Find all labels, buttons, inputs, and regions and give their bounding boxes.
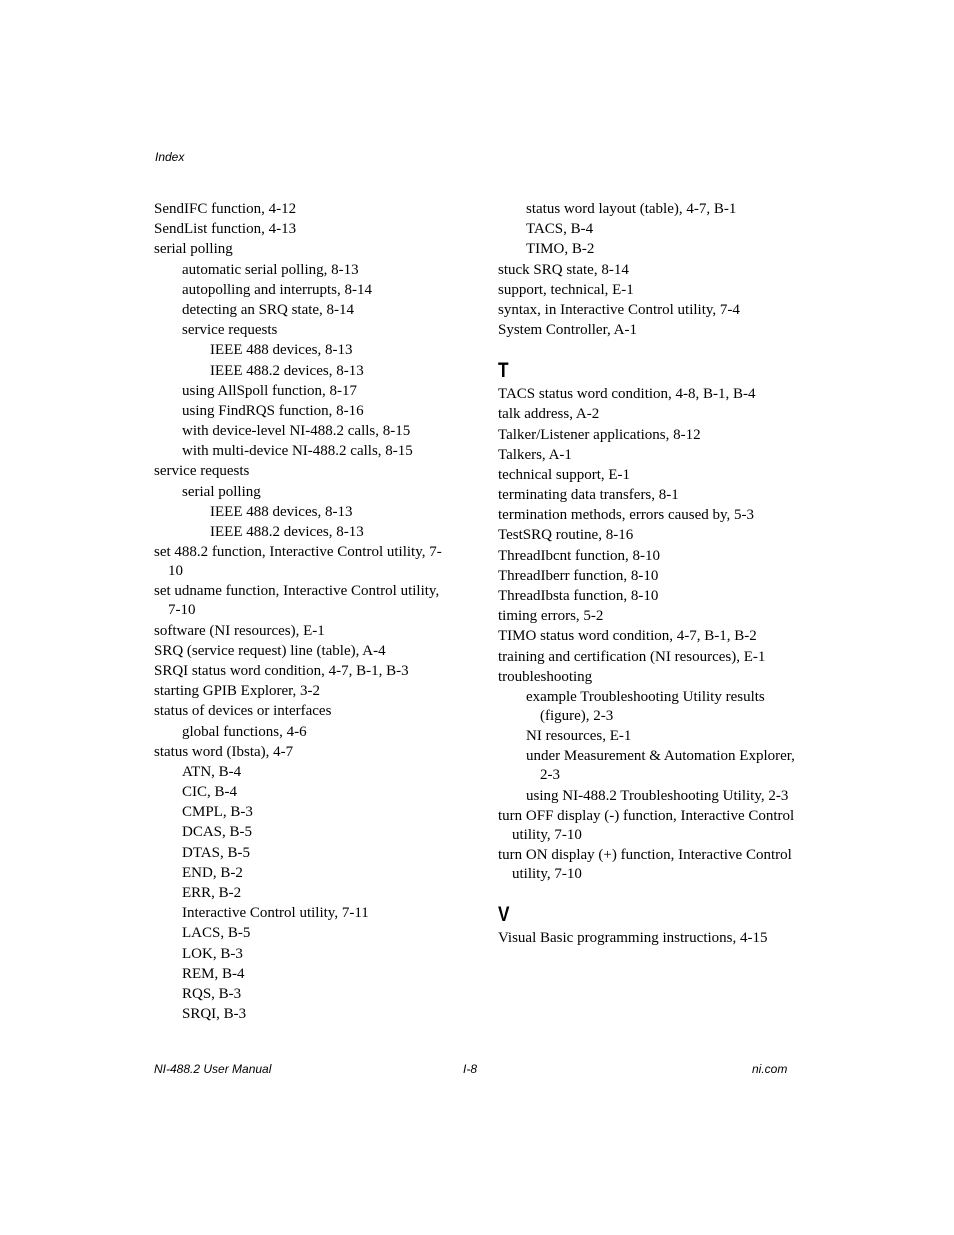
index-entry: ThreadIbsta function, 8-10 — [498, 588, 659, 604]
index-entry: Talkers, A-1 — [498, 446, 572, 463]
index-subentry: example Troubleshooting Utility results (figure), 2-3 — [526, 688, 765, 724]
index-entry: SendList function, 4-13 — [154, 221, 297, 238]
index-entry: troubleshooting — [498, 668, 593, 685]
index-subentry: global functions, 4-6 — [182, 723, 307, 740]
index-entry: set 488.2 function, Interactive Control utility, 7-10 — [154, 544, 442, 580]
footer-page-number: I-8 — [463, 1062, 478, 1076]
index-column-right — [498, 200, 798, 949]
index-entry: Talker/Listener applications, 8-12 — [498, 426, 701, 443]
index-subentry: ATN, B-4 — [182, 763, 242, 780]
index-subentry: using AllSpoll function, 8-17 — [182, 382, 358, 399]
index-entry: technical support, E-1 — [498, 466, 631, 483]
index-entry: SendIFC function, 4-12 — [154, 201, 297, 217]
index-entry: serial polling — [154, 241, 233, 258]
index-subentry: CIC, B-4 — [182, 784, 238, 801]
index-entry: SRQI status word condition, 4-7, B-1, B-3 — [154, 662, 409, 679]
index-subentry: using NI-488.2 Troubleshooting Utility, 2-3 — [526, 787, 789, 804]
index-entry: System Controller, A-1 — [498, 322, 637, 339]
index-entry: stuck SRQ state, 8-14 — [498, 261, 629, 278]
index-entry: terminating data transfers, 8-1 — [498, 487, 679, 504]
index-subentry: IEEE 488.2 devices, 8-13 — [210, 524, 364, 540]
index-subentry: automatic serial polling, 8-13 — [182, 261, 359, 278]
index-entry: talk address, A-2 — [498, 406, 600, 423]
index-subentry: service requests — [182, 322, 278, 339]
index-entry: TestSRQ routine, 8-16 — [498, 527, 634, 544]
index-subentry: detecting an SRQ state, 8-14 — [182, 301, 355, 318]
index-subentry: IEEE 488.2 devices, 8-13 — [210, 362, 364, 379]
index-entry: training and certification (NI resources), E-1 — [498, 648, 766, 665]
index-letter-heading: V — [498, 902, 510, 926]
index-entry: Visual Basic programming instructions, 4-15 — [498, 929, 768, 946]
index-subentry: SRQI, B-3 — [182, 1006, 247, 1023]
index-entry: ThreadIberr function, 8-10 — [498, 567, 659, 584]
index-entry: TIMO status word condition, 4-7, B-1, B-2 — [498, 628, 757, 645]
running-header: Index — [155, 150, 185, 164]
index-subentry: status word layout (table), 4-7, B-1 — [526, 201, 737, 217]
footer-website: ni.com — [752, 1062, 788, 1076]
index-subentry: DCAS, B-5 — [182, 824, 253, 841]
index-subentry: END, B-2 — [182, 864, 243, 881]
index-entry: SRQ (service request) line (table), A-4 — [154, 642, 386, 659]
index-subentry: TIMO, B-2 — [526, 241, 595, 258]
index-subentry: DTAS, B-5 — [182, 844, 250, 861]
index-entry: service requests — [154, 463, 250, 480]
index-entry: starting GPIB Explorer, 3-2 — [154, 683, 321, 700]
index-entry: support, technical, E-1 — [498, 281, 634, 298]
index-entry: syntax, in Interactive Control utility, 7-4 — [498, 301, 740, 318]
index-entry: status of devices or interfaces — [154, 703, 332, 720]
index-entry: set udname function, Interactive Control utility, 7-10 — [154, 583, 440, 619]
index-subentry: IEEE 488 devices, 8-13 — [210, 503, 353, 520]
index-entry: turn ON display (+) function, Interactive Control utility, 7-10 — [498, 846, 792, 882]
index-subentry: serial polling — [182, 483, 261, 500]
index-subentry: autopolling and interrupts, 8-14 — [182, 281, 372, 298]
footer-manual-title: NI-488.2 User Manual — [154, 1062, 272, 1076]
index-entry: turn OFF display (-) function, Interactive Control utility, 7-10 — [498, 807, 795, 843]
index-subentry: Interactive Control utility, 7-11 — [182, 905, 369, 922]
index-subentry: using FindRQS function, 8-16 — [182, 402, 364, 419]
index-subentry: with device-level NI-488.2 calls, 8-15 — [182, 423, 411, 440]
index-column-left — [154, 200, 454, 1025]
index-subentry: ERR, B-2 — [182, 885, 242, 901]
index-subentry: with multi-device NI-488.2 calls, 8-15 — [182, 443, 413, 460]
index-entry: timing errors, 5-2 — [498, 608, 604, 625]
index-subentry: IEEE 488 devices, 8-13 — [210, 342, 353, 359]
index-entry: software (NI resources), E-1 — [154, 622, 325, 639]
index-subentry: TACS, B-4 — [526, 221, 594, 238]
index-letter-heading: T — [498, 359, 509, 383]
index-subentry: LOK, B-3 — [182, 945, 243, 962]
index-entry: status word (Ibsta), 4-7 — [154, 743, 294, 760]
index-subentry: CMPL, B-3 — [182, 804, 253, 821]
index-subentry: RQS, B-3 — [182, 985, 242, 1002]
index-entry: TACS status word condition, 4-8, B-1, B-4 — [498, 386, 756, 403]
index-subentry: NI resources, E-1 — [526, 728, 632, 745]
index-subentry: REM, B-4 — [182, 965, 245, 982]
index-entry: termination methods, errors caused by, 5-3 — [498, 507, 755, 524]
index-subentry: LACS, B-5 — [182, 925, 251, 942]
index-subentry: under Measurement & Automation Explorer, 2-3 — [526, 748, 795, 784]
index-entry: ThreadIbcnt function, 8-10 — [498, 547, 661, 564]
